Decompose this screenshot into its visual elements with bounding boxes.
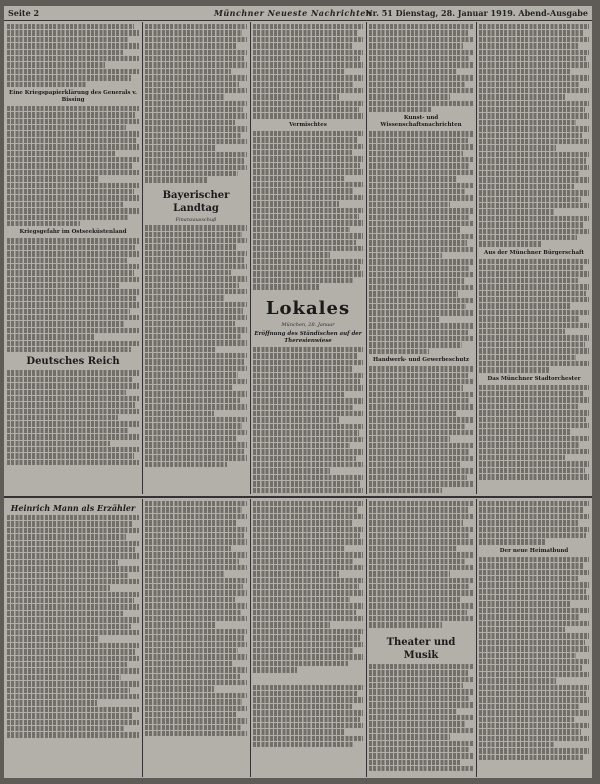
article-heading: Vermischtes — [289, 121, 327, 128]
column-divider — [250, 499, 251, 777]
newspaper-page — [4, 6, 592, 778]
section-heading: Deutsches Reich — [26, 356, 120, 368]
feuilleton-column-2 — [145, 500, 247, 776]
masthead — [4, 6, 592, 20]
article-heading: Eröffnung des Ständischen auf der Theresienwiese — [254, 331, 362, 345]
feuilleton-column-1 — [7, 500, 139, 776]
page-number: Seite 2 — [8, 8, 40, 18]
article-column-4 — [369, 23, 473, 493]
section-heading: Bayerischer Landtag — [162, 189, 230, 214]
column-divider — [142, 22, 143, 494]
dateline: München, 28. Januar — [281, 321, 335, 328]
article-heading: Kriegsgefahr im Ostseeküstenland — [19, 229, 127, 236]
column-divider — [250, 22, 251, 494]
feuilleton-column-3 — [253, 500, 363, 776]
article-column-1 — [7, 23, 139, 493]
feuilleton-heading: Heinrich Mann als Erzähler — [10, 503, 136, 513]
article-heading: Das Münchner Stadtorchester — [487, 375, 581, 382]
article-column-3 — [253, 23, 363, 493]
section-heading: Theater und Musik — [386, 636, 456, 661]
article-heading: Kunst- und Wissenschaftsnachrichten — [380, 115, 462, 129]
masthead-rule — [4, 20, 592, 21]
newspaper-title: Münchner Neueste Nachrichten — [214, 8, 373, 18]
article-heading: Eine Kriegspapierklärung des Generals v. Bissing — [9, 89, 137, 103]
feuilleton-column-5 — [479, 500, 589, 776]
article-column-2 — [145, 23, 247, 493]
column-divider — [476, 499, 477, 777]
article-column-5 — [479, 23, 589, 493]
column-divider — [142, 499, 143, 777]
article-heading: Aus der Münchner Bürgerschaft — [484, 249, 584, 256]
column-divider — [366, 499, 367, 777]
feuilleton-column-4 — [369, 500, 473, 776]
article-heading: Handwerk- und Gewerbeschutz — [372, 357, 470, 364]
issue-line: Nr. 51 Dienstag, 28. Januar 1919. Abend-Ausgabe — [365, 8, 588, 18]
column-divider — [366, 22, 367, 494]
section-subheading: Finanzausschuß — [175, 216, 217, 223]
section-heading-lokales: Lokales — [265, 297, 351, 319]
column-divider — [476, 22, 477, 494]
feuilleton-rule — [4, 496, 592, 498]
article-heading: Der neue Heimatbund — [499, 547, 569, 554]
